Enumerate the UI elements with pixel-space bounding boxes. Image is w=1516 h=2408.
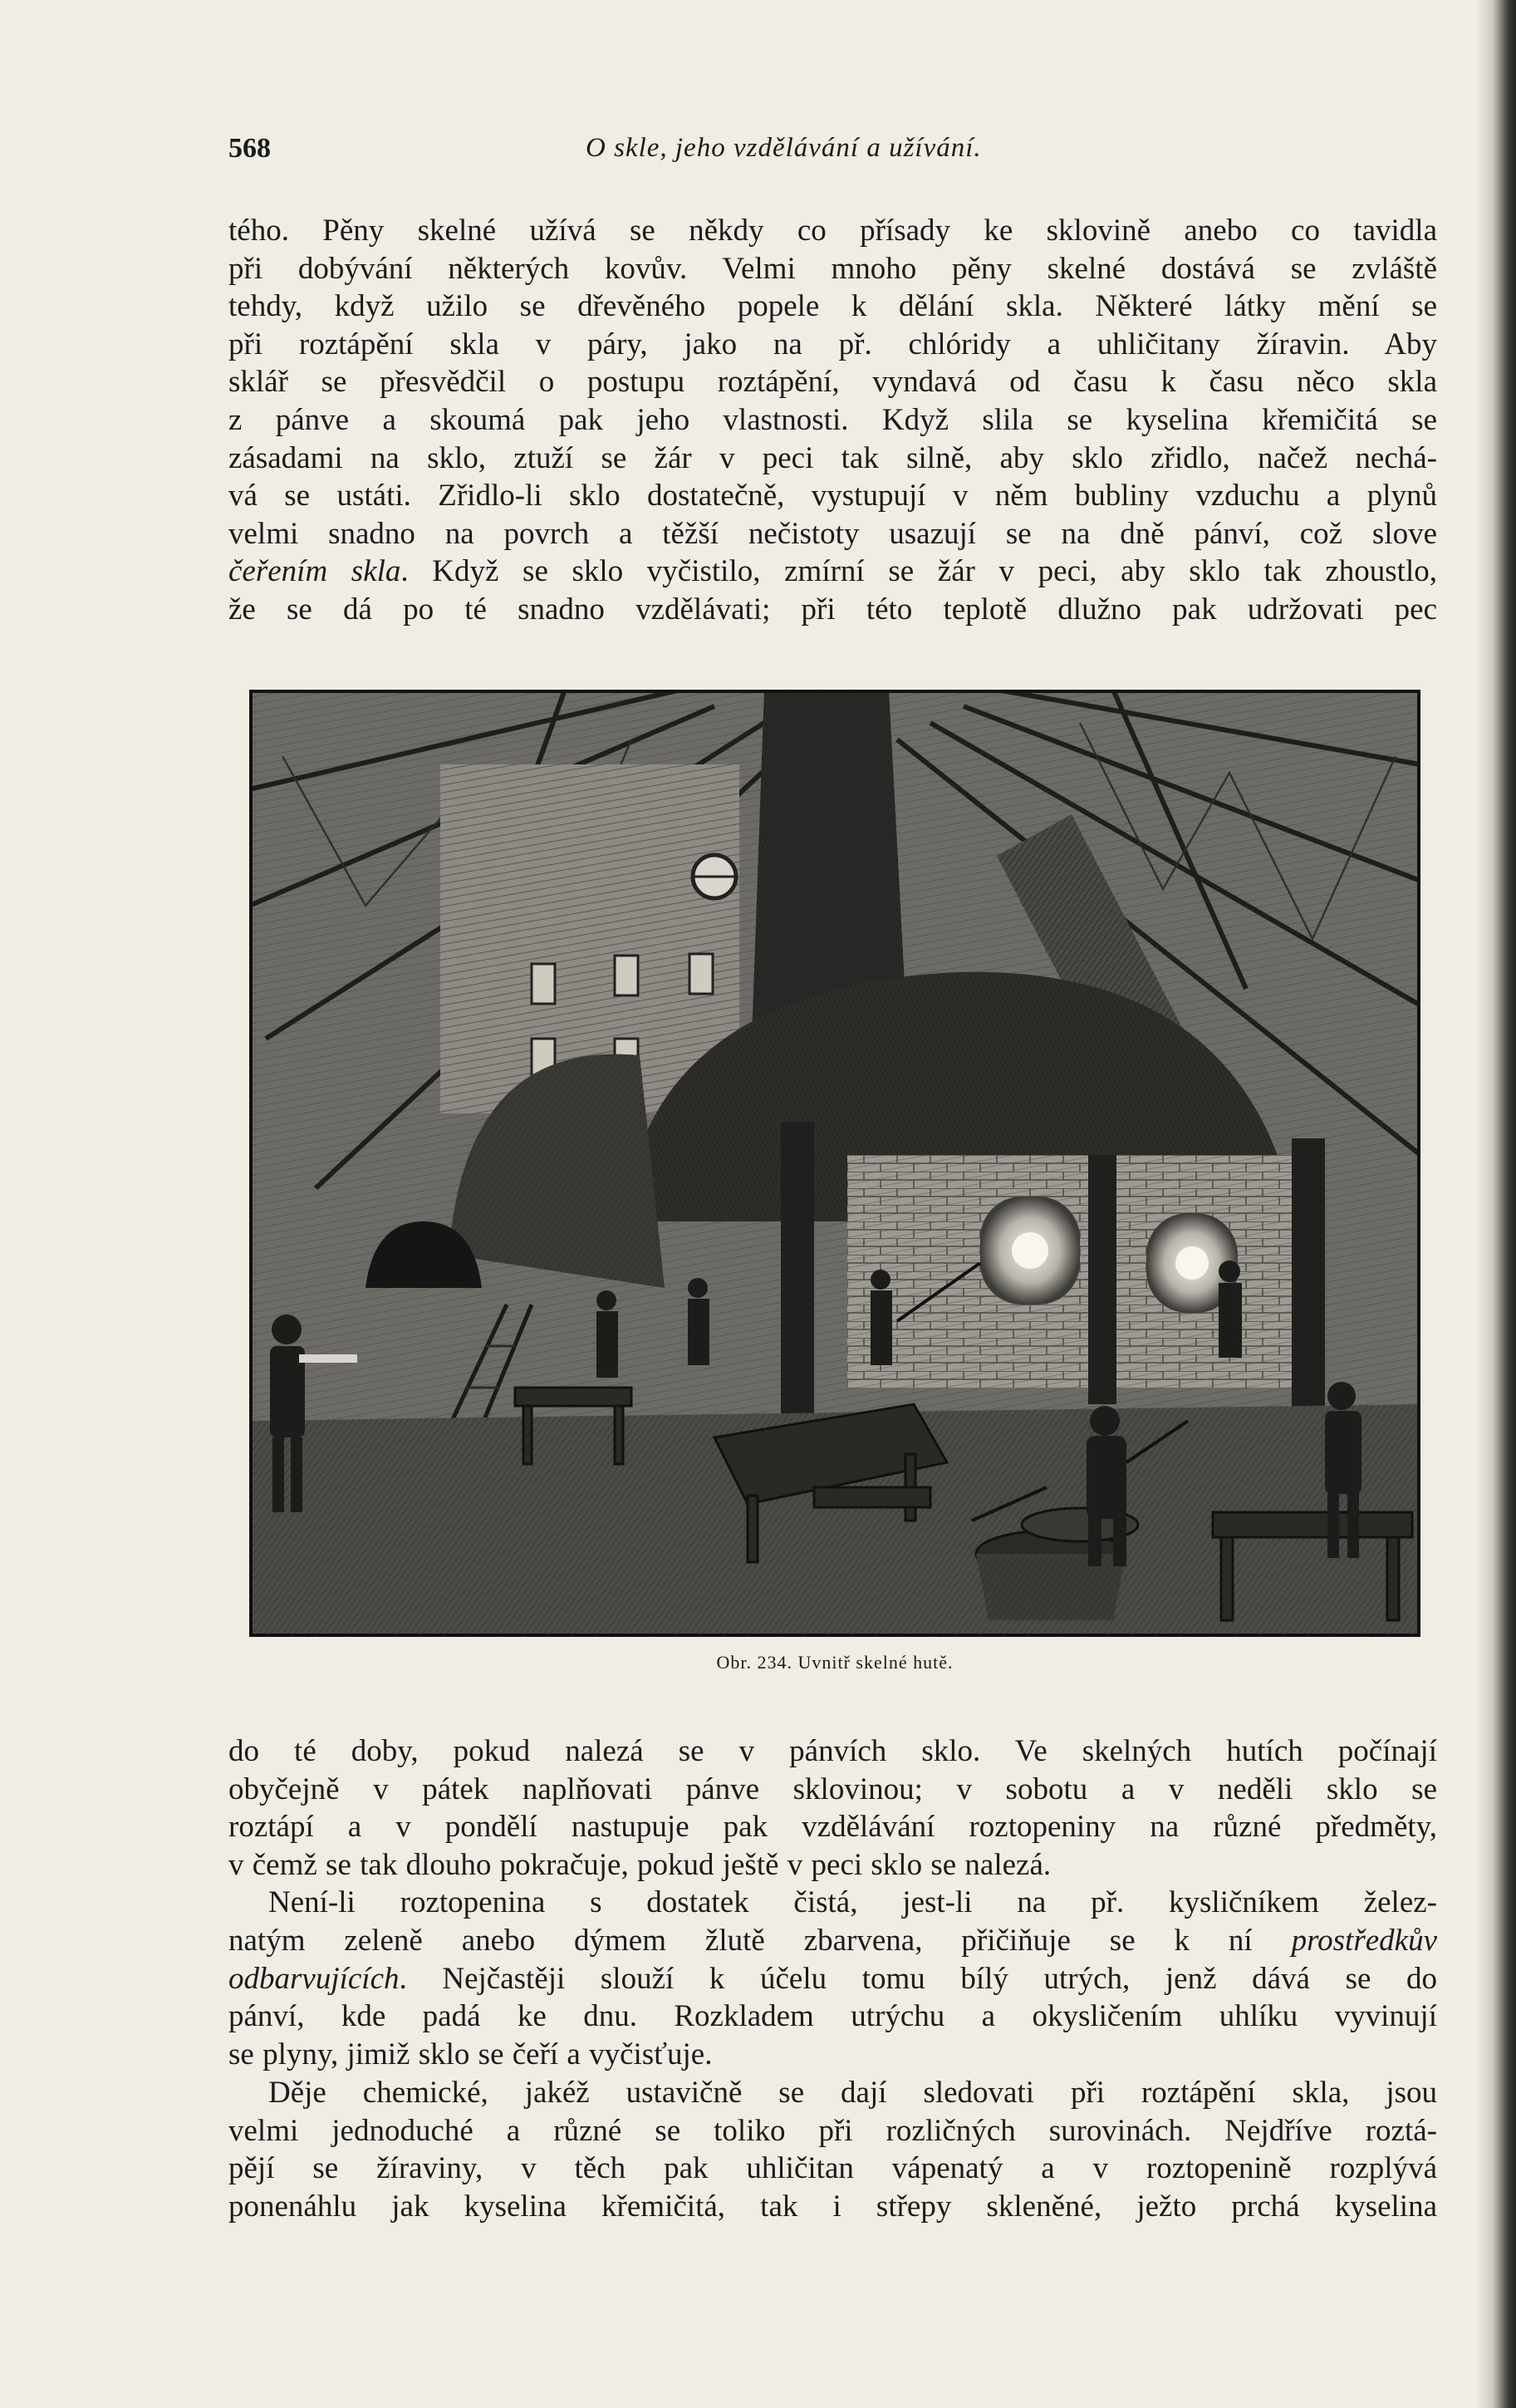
text-line: tého. Pěny skelné užívá se někdy co přísady ke sklovině anebo co tavidla	[228, 214, 1437, 248]
text-line: v čemž se tak dlouho pokračuje, pokud ještě v peci sklo se nalezá.	[228, 1847, 1052, 1882]
text-line: natým zeleně anebo dýmem žlutě zbarvena, přičiňuje se k ní prostředkův	[228, 1923, 1437, 1958]
book-binding-edge	[1491, 0, 1516, 2408]
text-line: se plyny, jimiž sklo se čeří a vyčisťuje.	[228, 2037, 713, 2071]
engraving-illustration	[249, 690, 1420, 1637]
text-line: velmi jednoduché a různé se toliko při rozličných surovinách. Nejdříve roztá-	[228, 2113, 1437, 2148]
text-line: při roztápění skla v páry, jako na př. chlóridy a uhličitany žíravin. Aby	[228, 327, 1437, 361]
page-number: 568	[228, 133, 271, 164]
italic-term: odbarvujících	[228, 1961, 400, 1996]
page-gutter-shadow	[1476, 0, 1491, 2408]
paragraph-bottom	[228, 2074, 1437, 2225]
text-line: čeřením skla. Když se sklo vyčistilo, zmírní se žár v peci, aby sklo tak zhoustlo,	[228, 554, 1437, 589]
text-line: sklář se přesvědčil o postupu roztápění, vyndavá od času k času něco skla	[228, 365, 1437, 400]
running-head: O skle, jeho vzdělávání a užívání.	[586, 133, 982, 163]
paragraph-middle	[228, 1732, 1437, 2073]
italic-term: prostředkův	[1291, 1923, 1437, 1958]
text-line: ponenáhlu jak kyselina křemičitá, tak i střepy skleněné, ježto prchá kyselina	[228, 2189, 1437, 2224]
engraving-glassworks-interior	[249, 690, 1420, 1637]
text-line: Není-li roztopenina s dostatek čistá, jest-li na př. kysličníkem želez-	[268, 1885, 1437, 1920]
text-line: pějí se žíraviny, v těch pak uhličitan vápenatý a v roztopenině rozplývá	[228, 2151, 1437, 2186]
text-line: vá se ustáti. Zřidlo-li sklo dostatečně, vystupují v něm bubliny vzduchu a plynů	[228, 479, 1437, 514]
text-line: velmi snadno na povrch a těžší nečistoty usazují se na dně pánví, což slove	[228, 516, 1437, 551]
text-line: při dobývání některých kovův. Velmi mnoho pěny skelné dostává se zvláště	[228, 251, 1437, 286]
text-line: pánví, kde padá ke dnu. Rozkladem utrýchu a okysličením uhlíku vyvinují	[228, 1999, 1437, 2034]
text-line: tehdy, když užilo se dřevěného popele k dělání skla. Některé látky mění se	[228, 289, 1437, 324]
text-line: odbarvujících. Nejčastěji slouží k účelu tomu bílý utrých, jenž dává se do	[228, 1961, 1437, 1996]
text-line: roztápí a v pondělí nastupuje pak vzdělávání roztopeniny na různé předměty,	[228, 1810, 1437, 1845]
figure-caption: Obr. 234. Uvnitř skelné hutě.	[716, 1652, 954, 1673]
text-line: z pánve a skoumá pak jeho vlastnosti. Když slila se kyselina křemičitá se	[228, 402, 1437, 437]
text-line: Děje chemické, jakéž ustavičně se dají sledovati při roztápění skla, jsou	[268, 2076, 1437, 2110]
text-line: do té doby, pokud nalezá se v pánvích sklo. Ve skelných hutích počínají	[228, 1734, 1437, 1768]
page-header	[228, 133, 1437, 174]
text-line: obyčejně v pátek naplňovati pánve sklovinou; v sobotu a v neděli sklo se	[228, 1772, 1437, 1806]
paragraph-top	[228, 212, 1437, 629]
italic-term: čeřením skla	[228, 554, 401, 589]
text-line: že se dá po té snadno vzdělávati; při této teplotě dlužno pak udržovati pec	[228, 592, 1437, 627]
text-line: zásadami na sklo, ztuží se žár v peci tak silně, aby sklo zřidlo, načež nechá-	[228, 440, 1437, 475]
